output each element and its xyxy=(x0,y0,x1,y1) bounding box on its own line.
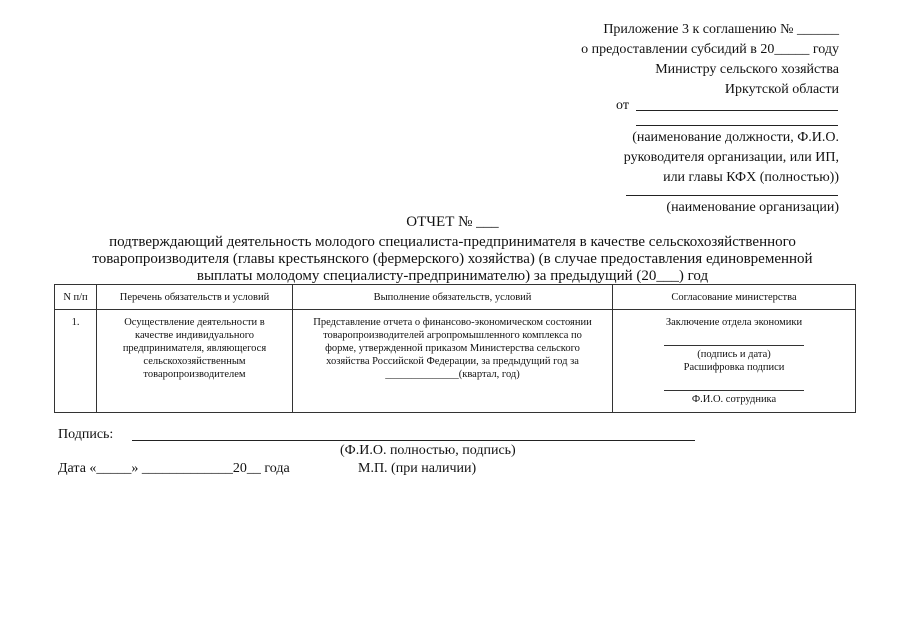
approval-staff-line xyxy=(664,382,804,391)
fulfillment-tail: ______________(квартал, год) xyxy=(385,369,520,380)
position-caption-2: руководителя организации, или ИП, xyxy=(623,150,839,165)
header-line-1: Приложение 3 к соглашению № ______ xyxy=(603,22,839,37)
report-table xyxy=(54,284,856,413)
report-title: ОТЧЕТ № ___ xyxy=(406,214,499,230)
from-line xyxy=(636,110,838,111)
report-subtitle-line-3: выплаты молодому специалисту-предпринимателю) за предыдущий (20___) год xyxy=(196,268,709,284)
cell-num: 1. xyxy=(55,310,97,413)
approval-title: Заключение отдела экономики xyxy=(665,317,803,328)
approval-decode: Расшифровка подписи xyxy=(683,362,785,373)
position-caption-1: (наименование должности, Ф.И.О. xyxy=(632,130,839,145)
header-line-2: о предоставлении субсидий в 20_____ году xyxy=(581,42,839,57)
date-field: Дата «_____» _____________20__ года xyxy=(58,461,290,476)
table-row xyxy=(55,310,856,413)
table-header-row xyxy=(55,285,856,310)
position-line xyxy=(636,125,838,126)
header-conditions: Перечень обязательств и условий xyxy=(97,285,293,310)
signature-caption: (Ф.И.О. полностью, подпись) xyxy=(340,443,516,458)
header-line-4: Иркутской области xyxy=(724,82,839,97)
position-caption-3: или главы КФХ (полностью)) xyxy=(663,170,839,185)
org-line xyxy=(626,195,838,196)
header-num: N п/п xyxy=(55,285,97,310)
header-line-3: Министру сельского хозяйства xyxy=(655,62,839,77)
approval-sig-caption: (подпись и дата) xyxy=(697,349,771,360)
stamp-text: М.П. (при наличии) xyxy=(358,461,477,476)
cell-approval xyxy=(613,310,856,413)
approval-sig-line xyxy=(664,337,804,346)
org-caption: (наименование организации) xyxy=(666,200,839,215)
signature-label: Подпись: xyxy=(58,427,114,442)
signature-line xyxy=(132,440,695,441)
cell-fulfillment xyxy=(293,310,613,413)
header-fulfillment: Выполнение обязательств, условий xyxy=(293,285,613,310)
report-subtitle-line-2: товаропроизводителя (главы крестьянского (фермерского) хозяйства) (в случае предоставления единовременной xyxy=(92,251,813,267)
fulfillment-text: Представление отчета о финансово-экономическом состоянии товаропроизводителей агропромышленного комплекса по форме, утвержденной приказом Министерства сельского хозяйства Российской Федерации, за предыдущий год за xyxy=(313,317,592,367)
cell-conditions: Осуществление деятельности в качестве индивидуального предпринимателя, являющегося сельскохозяйственным товаропроизводителем xyxy=(97,310,293,413)
report-subtitle-line-1: подтверждающий деятельность молодого специалиста-предпринимателя в качестве сельскохозяйственного xyxy=(109,234,796,250)
approval-staff-caption: Ф.И.О. сотрудника xyxy=(691,394,777,405)
header-approval: Согласование министерства xyxy=(613,285,856,310)
from-label: от xyxy=(616,98,629,113)
